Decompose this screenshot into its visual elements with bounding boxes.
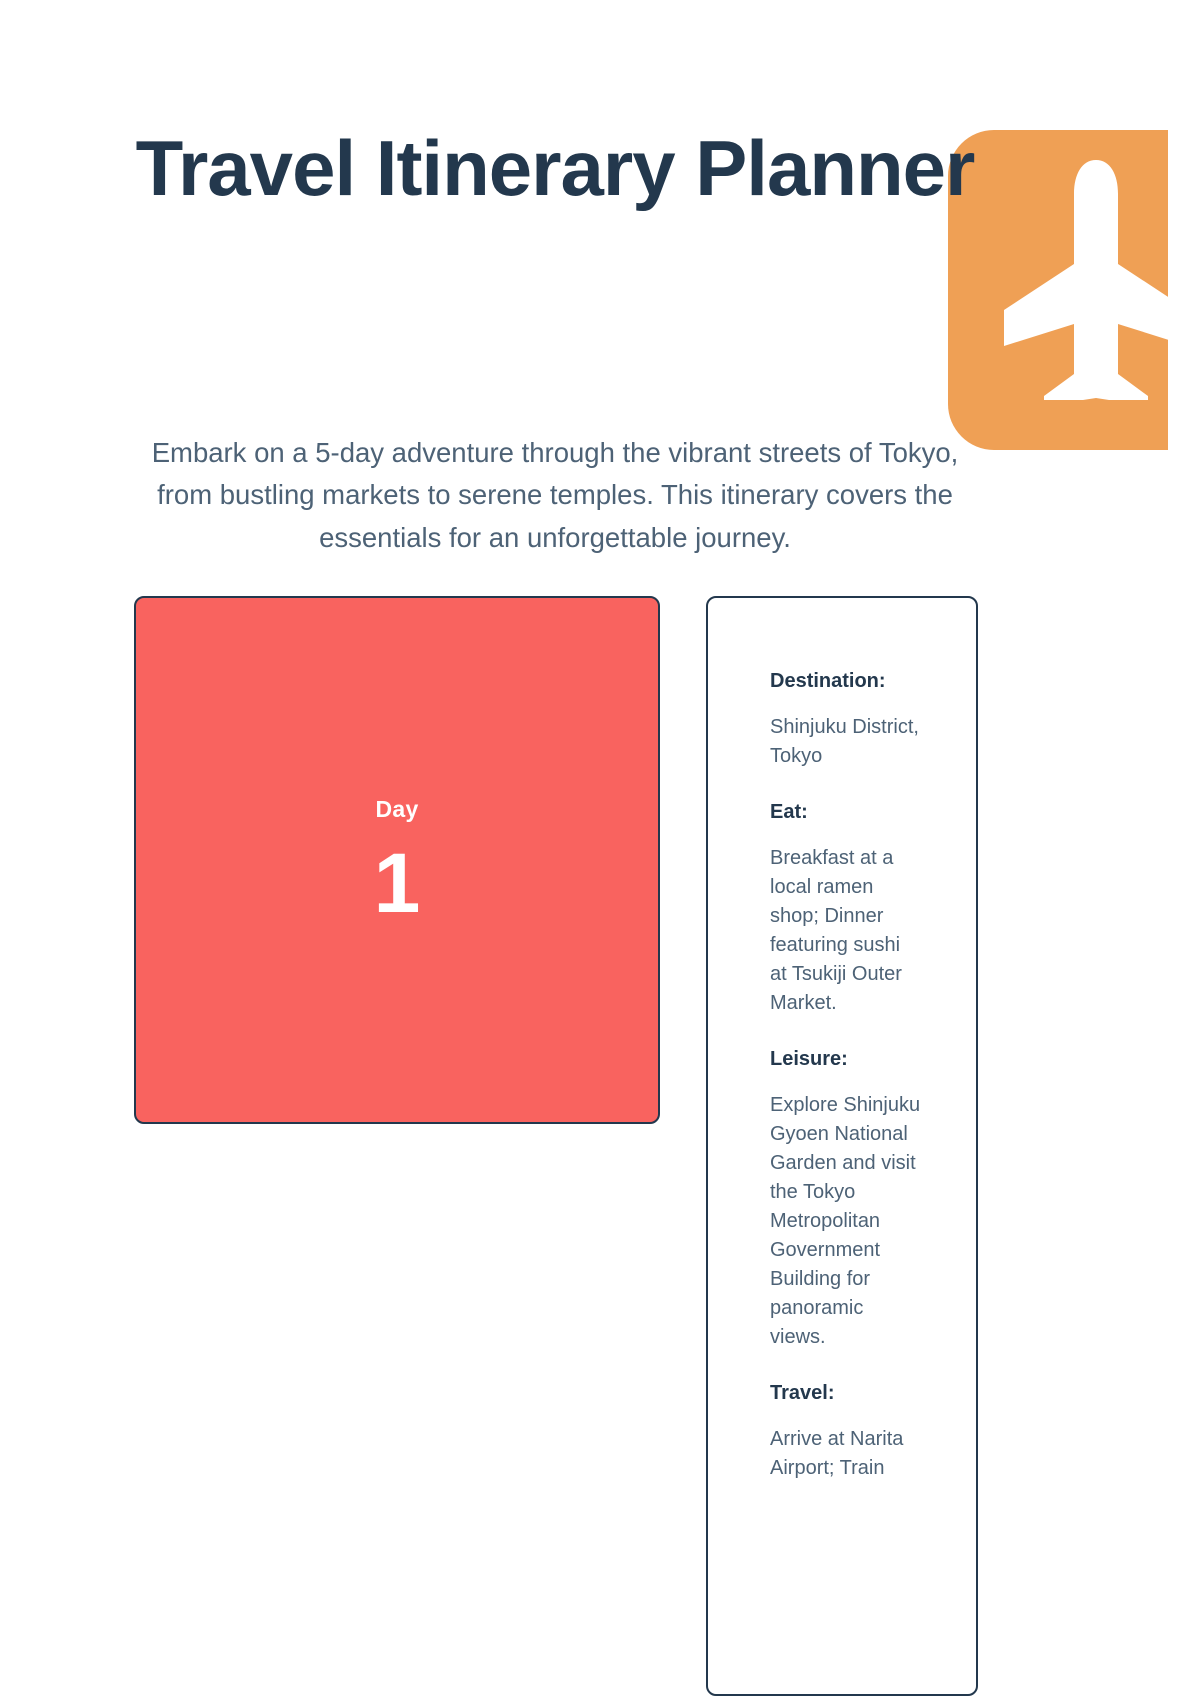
page-title: Travel Itinerary Planner (135, 124, 975, 212)
page-subtitle: Embark on a 5-day adventure through the vibrant streets of Tokyo, from bustling markets to serene temples. This itinerary covers the essentials for an unforgettable journey. (151, 436, 959, 553)
detail-label-travel: Travel: (770, 1382, 835, 1404)
day-card-label: Day (375, 795, 419, 822)
day-details-card (706, 596, 978, 1696)
detail-eat (770, 801, 976, 1018)
detail-value-eat: Breakfast at a local ramen shop; Dinner featuring sushi at Tsukiji Outer Market. (770, 847, 902, 1014)
itinerary-content (134, 596, 1100, 1696)
page-header (0, 122, 1110, 214)
detail-destination (770, 670, 976, 771)
detail-value-destination: Shinjuku District, Tokyo (770, 716, 919, 767)
detail-travel (770, 1382, 976, 1483)
detail-label-leisure: Leisure: (770, 1048, 848, 1070)
day-card (134, 596, 660, 1124)
detail-label-eat: Eat: (770, 801, 808, 823)
detail-leisure (770, 1048, 976, 1352)
detail-value-travel: Arrive at Narita Airport; Train (770, 1428, 904, 1479)
detail-value-leisure: Explore Shinjuku Gyoen National Garden and visit the Tokyo Metropolitan Government Building for panoramic views. (770, 1094, 921, 1348)
day-card-number: 1 (373, 835, 421, 930)
detail-label-destination: Destination: (770, 670, 886, 692)
